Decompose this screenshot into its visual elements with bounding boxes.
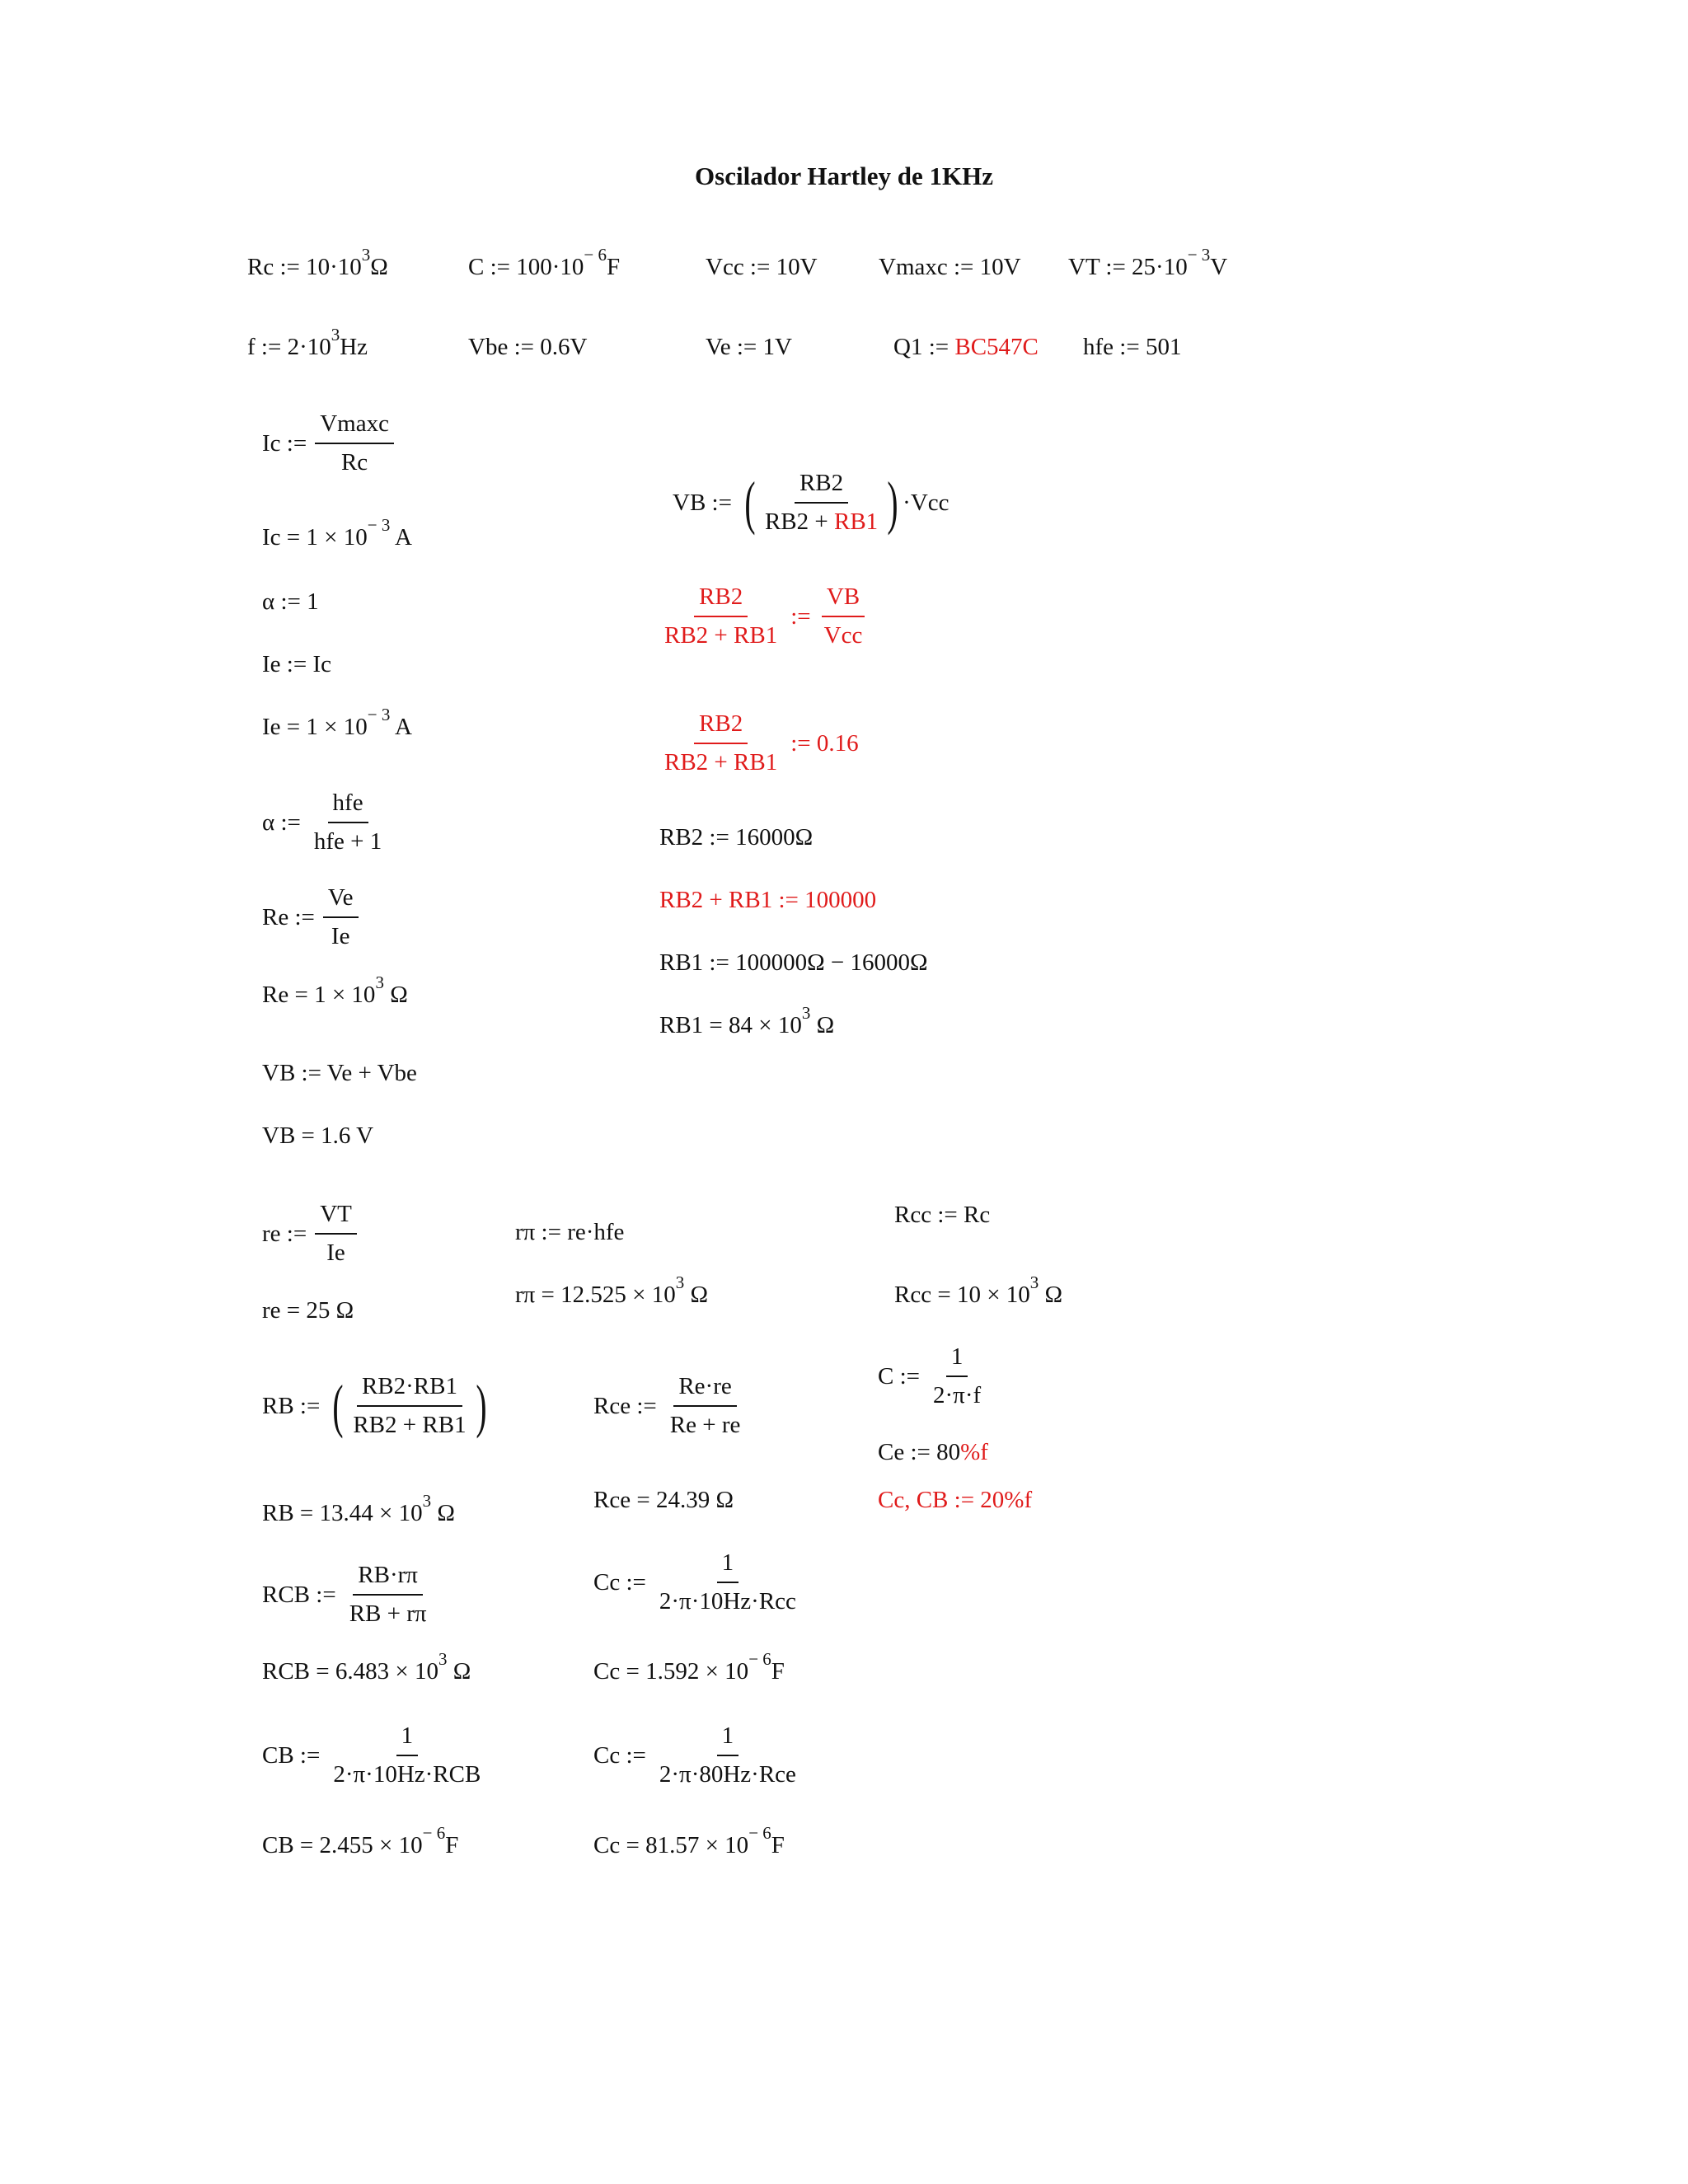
rce-result: Rce = 24.39 Ω (593, 1487, 734, 1513)
rc-param: Rc := $10\cdot 10^3\Omega$ (247, 245, 388, 280)
rcc-definition: Rcc := Rc (894, 1202, 991, 1228)
ve-param: Ve := 1V (706, 334, 792, 360)
ic-definition: Ic := $\frac{Vmaxc}{Rc}$ (262, 410, 394, 476)
q1-value: BC547C (954, 334, 1039, 360)
document-title: Oscilador Hartley de 1KHz (695, 162, 993, 190)
rb-definition: RB := ( $\frac{RB2\cdot RB1}{RB2 + RB1}$ ) (262, 1373, 487, 1439)
rpi-result: $r\pi = 12.525 \times 10^3$ Ω (515, 1272, 709, 1308)
re-small-result: re = 25 Ω (262, 1297, 354, 1324)
c-param: C := $100\cdot 10^{- 6}F$ (468, 245, 621, 280)
ce-definition: Ce := 80%f (878, 1439, 988, 1465)
vb-definition: VB := Ve + Vbe (262, 1060, 417, 1086)
cc-definition-1: Cc := $\frac{1}{\text{2·π·10Hz·Rcc}}$ (593, 1549, 796, 1615)
rcb-definition: RCB := $\frac{RB\cdot r\pi}{RB + r\pi}$ (262, 1562, 427, 1627)
divider-ratio-value: $\frac{RB2}{RB2 + RB1}$ := 0.16 (664, 710, 859, 776)
rpi-definition: rπ := re·hfe (515, 1219, 625, 1245)
hfe-param: hfe := 501 (1083, 334, 1182, 360)
alpha-definition: α := $\frac{\text{hfe}}{\text{hfe + 1}}$ (262, 790, 382, 855)
cb-result: CB = $2.455 \times 10^{- 6}F$ (262, 1823, 459, 1858)
divider-ratio-equation: $\frac{RB2}{RB2 + RB1}$ := $\frac{VB}{\text{Vcc}}$ (659, 583, 867, 649)
ie-definition: Ie := Ic (262, 651, 331, 677)
vbe-param: Vbe := 0.6V (468, 334, 588, 360)
rb1-definition: RB1 := 100000Ω − 16000Ω (659, 949, 928, 976)
rb-result: RB = $13.44 \times 10^3$ Ω (262, 1491, 455, 1526)
vb-result: VB = 1.6 V (262, 1122, 374, 1149)
cc-result-2: $Cc = 81.57 \times 10^{- 6}F$ (593, 1823, 785, 1858)
rb1-result: $RB1 = 84 \times 10^3$ Ω (659, 1003, 835, 1038)
ie-result: $Ie = 1 \times 10^{- 3}$ A (262, 705, 412, 740)
q1-param: Q1 := BC547C (893, 334, 1039, 360)
vb-divider-equation: VB := ( $\frac{RB2}{RB2 + RB1}$ ) ·Vcc (673, 470, 950, 536)
re-definition: Re := $\frac{Ve}{Ie}$ (262, 884, 359, 950)
re-small-definition: re := $\frac{VT}{Ie}$ (262, 1201, 357, 1267)
cc-result-1: $Cc = 1.592 \times 10^{- 6}F$ (593, 1649, 785, 1685)
vt-param: VT := $25\cdot 10^{- 3}V$ (1068, 245, 1228, 280)
vmaxc-param: Vmaxc := 10V (879, 254, 1021, 280)
cb-definition: CB := $\frac{1}{\text{2·π·10Hz·RCB}}$ (262, 1722, 481, 1788)
rce-definition: Rce := $\frac{Re\cdot re}{Re + re}$ (593, 1373, 741, 1438)
rb-sum-assign: RB2 + RB1 := 100000 (659, 887, 877, 913)
f-param: f := $2\cdot 10^3Hz$ (247, 325, 368, 360)
alpha-assign: α := 1 (262, 588, 319, 615)
rb2-assign: RB2 := 16000Ω (659, 824, 814, 851)
vcc-param: Vcc := 10V (706, 254, 818, 280)
c-definition: C := $\frac{1}{2\cdot\pi\cdot f}$ (878, 1343, 982, 1408)
cc-definition-2: Cc := $\frac{1}{\text{2·π·80Hz·Rce}}$ (593, 1722, 796, 1788)
cc-cb-definition: Cc, CB := 20%f (878, 1487, 1033, 1513)
rcb-result: RCB = $6.483 \times 10^3$ Ω (262, 1649, 471, 1685)
ic-result: $Ic = 1 \times 10^{- 3}$ A (262, 515, 412, 551)
re-result: $Re = 1 \times 10^3$ Ω (262, 972, 408, 1008)
rcc-result: Rcc = $10 \times 10^3$ Ω (894, 1272, 1063, 1308)
